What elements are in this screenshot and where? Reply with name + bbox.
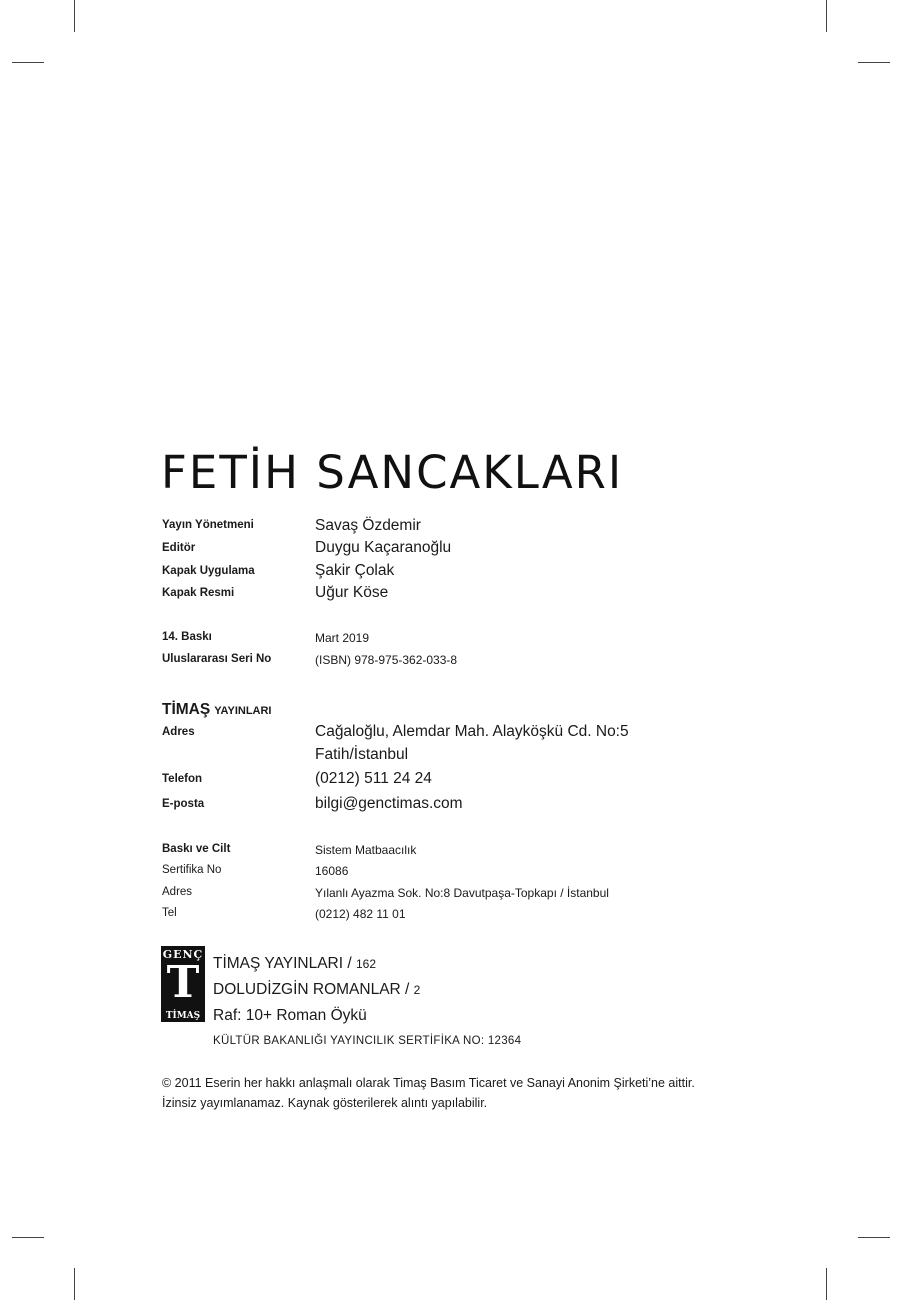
address-line1: Cağaloğlu, Alemdar Mah. Alayköşkü Cd. No:5: [315, 723, 629, 740]
isbn-value: (ISBN) 978-975-362-033-8: [315, 653, 458, 667]
publisher-heading: [162, 701, 271, 719]
series-line-1: [213, 955, 376, 973]
printer-cert-label: Sertifika No: [162, 864, 222, 876]
email-value: bilgi@genctimas.com: [315, 795, 463, 812]
credit-label: Yayın Yönetmeni: [162, 519, 254, 531]
credit-value: Savaş Özdemir: [315, 517, 421, 534]
printer-tel-label: Tel: [162, 907, 177, 919]
printer-address-value: Yılanlı Ayazma Sok. No:8 Davutpaşa-Topkapı / İstanbul: [315, 886, 609, 900]
genc-timas-logo: [161, 946, 205, 1022]
edition-label: 14. Baskı: [162, 631, 212, 643]
logo-bottom-text: TİMAŞ: [165, 1011, 201, 1021]
credit-label: Editör: [162, 542, 196, 554]
logo-top-text: GENÇ: [162, 948, 204, 961]
printer-tel-value: (0212) 482 11 01: [315, 907, 406, 921]
crop-mark-bottom-right-v: [826, 1268, 827, 1300]
crop-mark-bottom-left-v: [74, 1268, 75, 1300]
email-label: E-posta: [162, 798, 205, 810]
publisher-name: TİMAŞ: [162, 701, 211, 718]
book-title: FETİH SANCAKLARI: [161, 446, 624, 499]
crop-mark-top-left-h: [12, 62, 44, 63]
crop-mark-top-left-v: [74, 0, 75, 32]
credit-value: Şakir Çolak: [315, 562, 395, 579]
crop-mark-bottom-left-h: [12, 1237, 44, 1238]
logo-letter: T: [166, 957, 200, 1008]
copyright-notice: © 2011 Eserin her hakkı anlaşmalı olarak Timaş Basım Ticaret ve Sanayi Anonim Şirketi’ne aittir. İzinsiz yayımlanamaz. Kaynak gösterilerek alıntı yapılabilir.: [162, 1076, 695, 1110]
publisher-suffix: YAYINLARI: [214, 705, 272, 717]
crop-mark-bottom-right-h: [858, 1237, 890, 1238]
phone-label: Telefon: [162, 773, 203, 785]
crop-mark-top-right-v: [826, 0, 827, 32]
printer-cert-value: 16086: [315, 864, 349, 878]
phone-value: (0212) 511 24 24: [315, 770, 432, 787]
credit-label: Kapak Resmi: [162, 587, 235, 599]
series-publisher: TİMAŞ YAYINLARI /: [213, 955, 356, 972]
printer-value: Sistem Matbaacılık: [315, 843, 417, 857]
ministry-certificate: KÜLTÜR BAKANLIĞI YAYINCILIK SERTİFİKA NO: 12364: [213, 1035, 522, 1047]
address-label: Adres: [162, 726, 195, 738]
credit-value: Duygu Kaçaranoğlu: [315, 539, 452, 556]
printer-label: Baskı ve Cilt: [162, 843, 231, 855]
series-line-3: [213, 1007, 367, 1025]
printer-address-label: Adres: [162, 886, 193, 898]
credit-value: Uğur Köse: [315, 584, 389, 601]
isbn-label: Uluslararası Seri No: [162, 653, 272, 665]
series-shelf: Raf: 10+ Roman Öykü: [213, 1007, 367, 1024]
edition-value: Mart 2019: [315, 631, 370, 645]
series-collection: DOLUDİZGİN ROMANLAR /: [213, 981, 414, 998]
series-line-2: [213, 981, 420, 999]
address-line2: Fatih/İstanbul: [315, 746, 409, 763]
series-publisher-number: 162: [355, 957, 377, 971]
credit-label: Kapak Uygulama: [162, 565, 255, 577]
crop-mark-top-right-h: [858, 62, 890, 63]
series-collection-number: 2: [413, 983, 421, 997]
